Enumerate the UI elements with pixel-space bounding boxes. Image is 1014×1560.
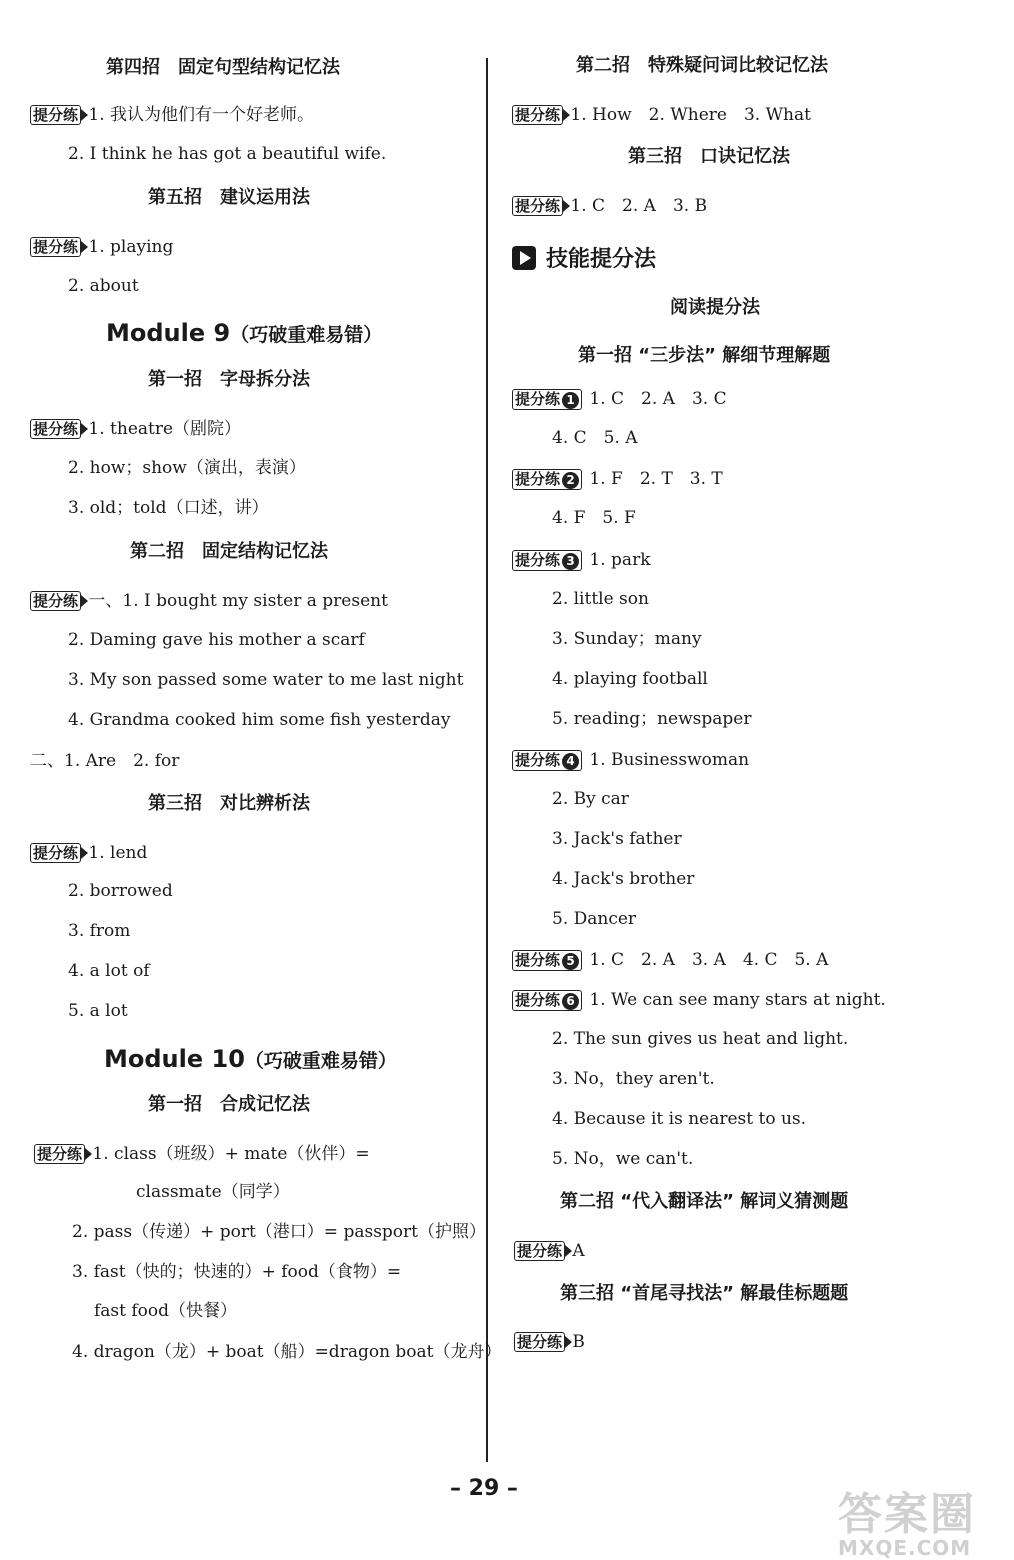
answer-line: fast food（快餐）	[94, 1301, 238, 1321]
section-heading: 第二招 “代入翻译法” 解词义猜测题	[560, 1191, 849, 1212]
section-heading: 第一招 字母拆分法	[148, 369, 310, 390]
answer-line: 提分练 2 1. F 2. T 3. T	[512, 468, 723, 490]
section-heading: 阅读提分法	[670, 297, 760, 318]
answer-line: 提分练 1. playing	[30, 236, 173, 258]
answer-line: 3. fast（快的；快速的）+ food（食物）=	[72, 1262, 402, 1282]
practice-tag: 提分练	[514, 1332, 565, 1352]
answer-line: 5. a lot	[68, 1001, 128, 1021]
answer-line: 二、1. Are 2. for	[30, 751, 180, 771]
answer-line: 提分练 1. 我认为他们有一个好老师。	[30, 104, 314, 126]
answer-line: 2. little son	[552, 589, 649, 609]
answer-line: 提分练 1. C 2. A 3. B	[512, 195, 707, 217]
section-heading: 第三招 口诀记忆法	[628, 146, 790, 167]
section-heading: 第五招 建议运用法	[148, 187, 310, 208]
practice-tag: 提分练	[514, 1241, 565, 1261]
answer-line: 提分练 6 1. We can see many stars at night.	[512, 989, 886, 1011]
number-badge: 5	[562, 953, 579, 970]
answer-line: 提分练 1. How 2. Where 3. What	[512, 104, 811, 126]
watermark-logo: 答案圈 MXQE.COM	[838, 1489, 976, 1560]
answer-line: 2. how；show（演出，表演）	[68, 458, 306, 478]
play-icon	[512, 246, 536, 270]
answer-line: 4. Jack's brother	[552, 869, 695, 889]
module-title: Module 10（巧破重难易错）	[104, 1045, 397, 1073]
answer-line: 2. Daming gave his mother a scarf	[68, 630, 365, 650]
section-heading: 第三招 “首尾寻找法” 解最佳标题题	[560, 1283, 849, 1304]
answer-line: 2. about	[68, 276, 139, 296]
answer-line: 4. Grandma cooked him some fish yesterday	[68, 710, 451, 730]
answer-line: 提分练 1 1. C 2. A 3. C	[512, 388, 727, 410]
answer-line: 3. Jack's father	[552, 829, 682, 849]
answer-line: 提分练 3 1. park	[512, 549, 651, 571]
answer-line: 4. playing football	[552, 669, 708, 689]
practice-tag: 提分练	[30, 591, 81, 611]
practice-tag: 提分练	[30, 419, 81, 439]
number-badge: 4	[562, 753, 579, 770]
section-heading: 第一招 “三步法” 解细节理解题	[578, 345, 831, 366]
answer-line: 3. My son passed some water to me last night	[68, 670, 464, 690]
number-badge: 6	[562, 993, 579, 1010]
practice-tag: 提分练	[34, 1144, 85, 1164]
answer-line: 2. borrowed	[68, 881, 173, 901]
practice-tag: 提分练 6	[512, 990, 582, 1011]
practice-tag: 提分练 3	[512, 550, 582, 571]
practice-tag: 提分练	[30, 237, 81, 257]
answer-line: 提分练 1. theatre（剧院）	[30, 418, 241, 440]
practice-tag: 提分练	[512, 196, 563, 216]
answer-line: 4. dragon（龙）+ boat（船）=dragon boat（龙舟）	[72, 1342, 502, 1362]
practice-tag: 提分练	[30, 843, 81, 863]
answer-line: 4. C 5. A	[552, 428, 638, 448]
answer-line: 2. By car	[552, 789, 629, 809]
answer-line: 4. Because it is nearest to us.	[552, 1109, 807, 1129]
answer-line: 2. pass（传递）+ port（港口）= passport（护照）	[72, 1222, 487, 1242]
answer-line: 提分练 一、1. I bought my sister a present	[30, 590, 388, 612]
answer-line: 4. a lot of	[68, 961, 150, 981]
answer-line: 提分练 5 1. C 2. A 3. A 4. C 5. A	[512, 949, 828, 971]
module-title: Module 9（巧破重难易错）	[106, 319, 383, 347]
answer-line: 4. F 5. F	[552, 508, 636, 528]
practice-tag: 提分练	[30, 105, 81, 125]
answer-line: 5. No，we can't.	[552, 1149, 694, 1169]
answer-line: 提分练 A	[514, 1240, 585, 1262]
page-number: – 29 –	[450, 1476, 518, 1501]
answer-line: 提分练 1. class（班级）+ mate（伙伴）=	[34, 1143, 370, 1165]
practice-tag: 提分练 1	[512, 389, 582, 410]
column-divider	[486, 58, 488, 1462]
practice-tag: 提分练 5	[512, 950, 582, 971]
answer-line: 3. old；told（口述，讲）	[68, 498, 269, 518]
answer-line: 提分练 1. lend	[30, 842, 147, 864]
answer-line: 3. from	[68, 921, 131, 941]
number-badge: 2	[562, 472, 579, 489]
section-heading: 第四招 固定句型结构记忆法	[106, 57, 340, 78]
answer-line: 提分练 B	[514, 1331, 585, 1353]
answer-line: 5. reading；newspaper	[552, 709, 752, 729]
answer-line: 5. Dancer	[552, 909, 637, 929]
answer-line: 3. Sunday；many	[552, 629, 702, 649]
section-heading: 第三招 对比辨析法	[148, 793, 310, 814]
practice-tag: 提分练 2	[512, 469, 582, 490]
answer-line: 3. No，they aren't.	[552, 1069, 715, 1089]
answer-line: classmate（同学）	[136, 1182, 290, 1202]
skill-heading: 技能提分法	[512, 242, 656, 273]
number-badge: 1	[562, 392, 579, 409]
answer-line: 2. I think he has got a beautiful wife.	[68, 144, 387, 164]
section-heading: 第二招 特殊疑问词比较记忆法	[576, 55, 828, 76]
answer-line: 2. The sun gives us heat and light.	[552, 1029, 849, 1049]
answer-line: 提分练 4 1. Businesswoman	[512, 749, 749, 771]
section-heading: 第一招 合成记忆法	[148, 1094, 310, 1115]
practice-tag: 提分练 4	[512, 750, 582, 771]
practice-tag: 提分练	[512, 105, 563, 125]
section-heading: 第二招 固定结构记忆法	[130, 541, 328, 562]
number-badge: 3	[562, 553, 579, 570]
